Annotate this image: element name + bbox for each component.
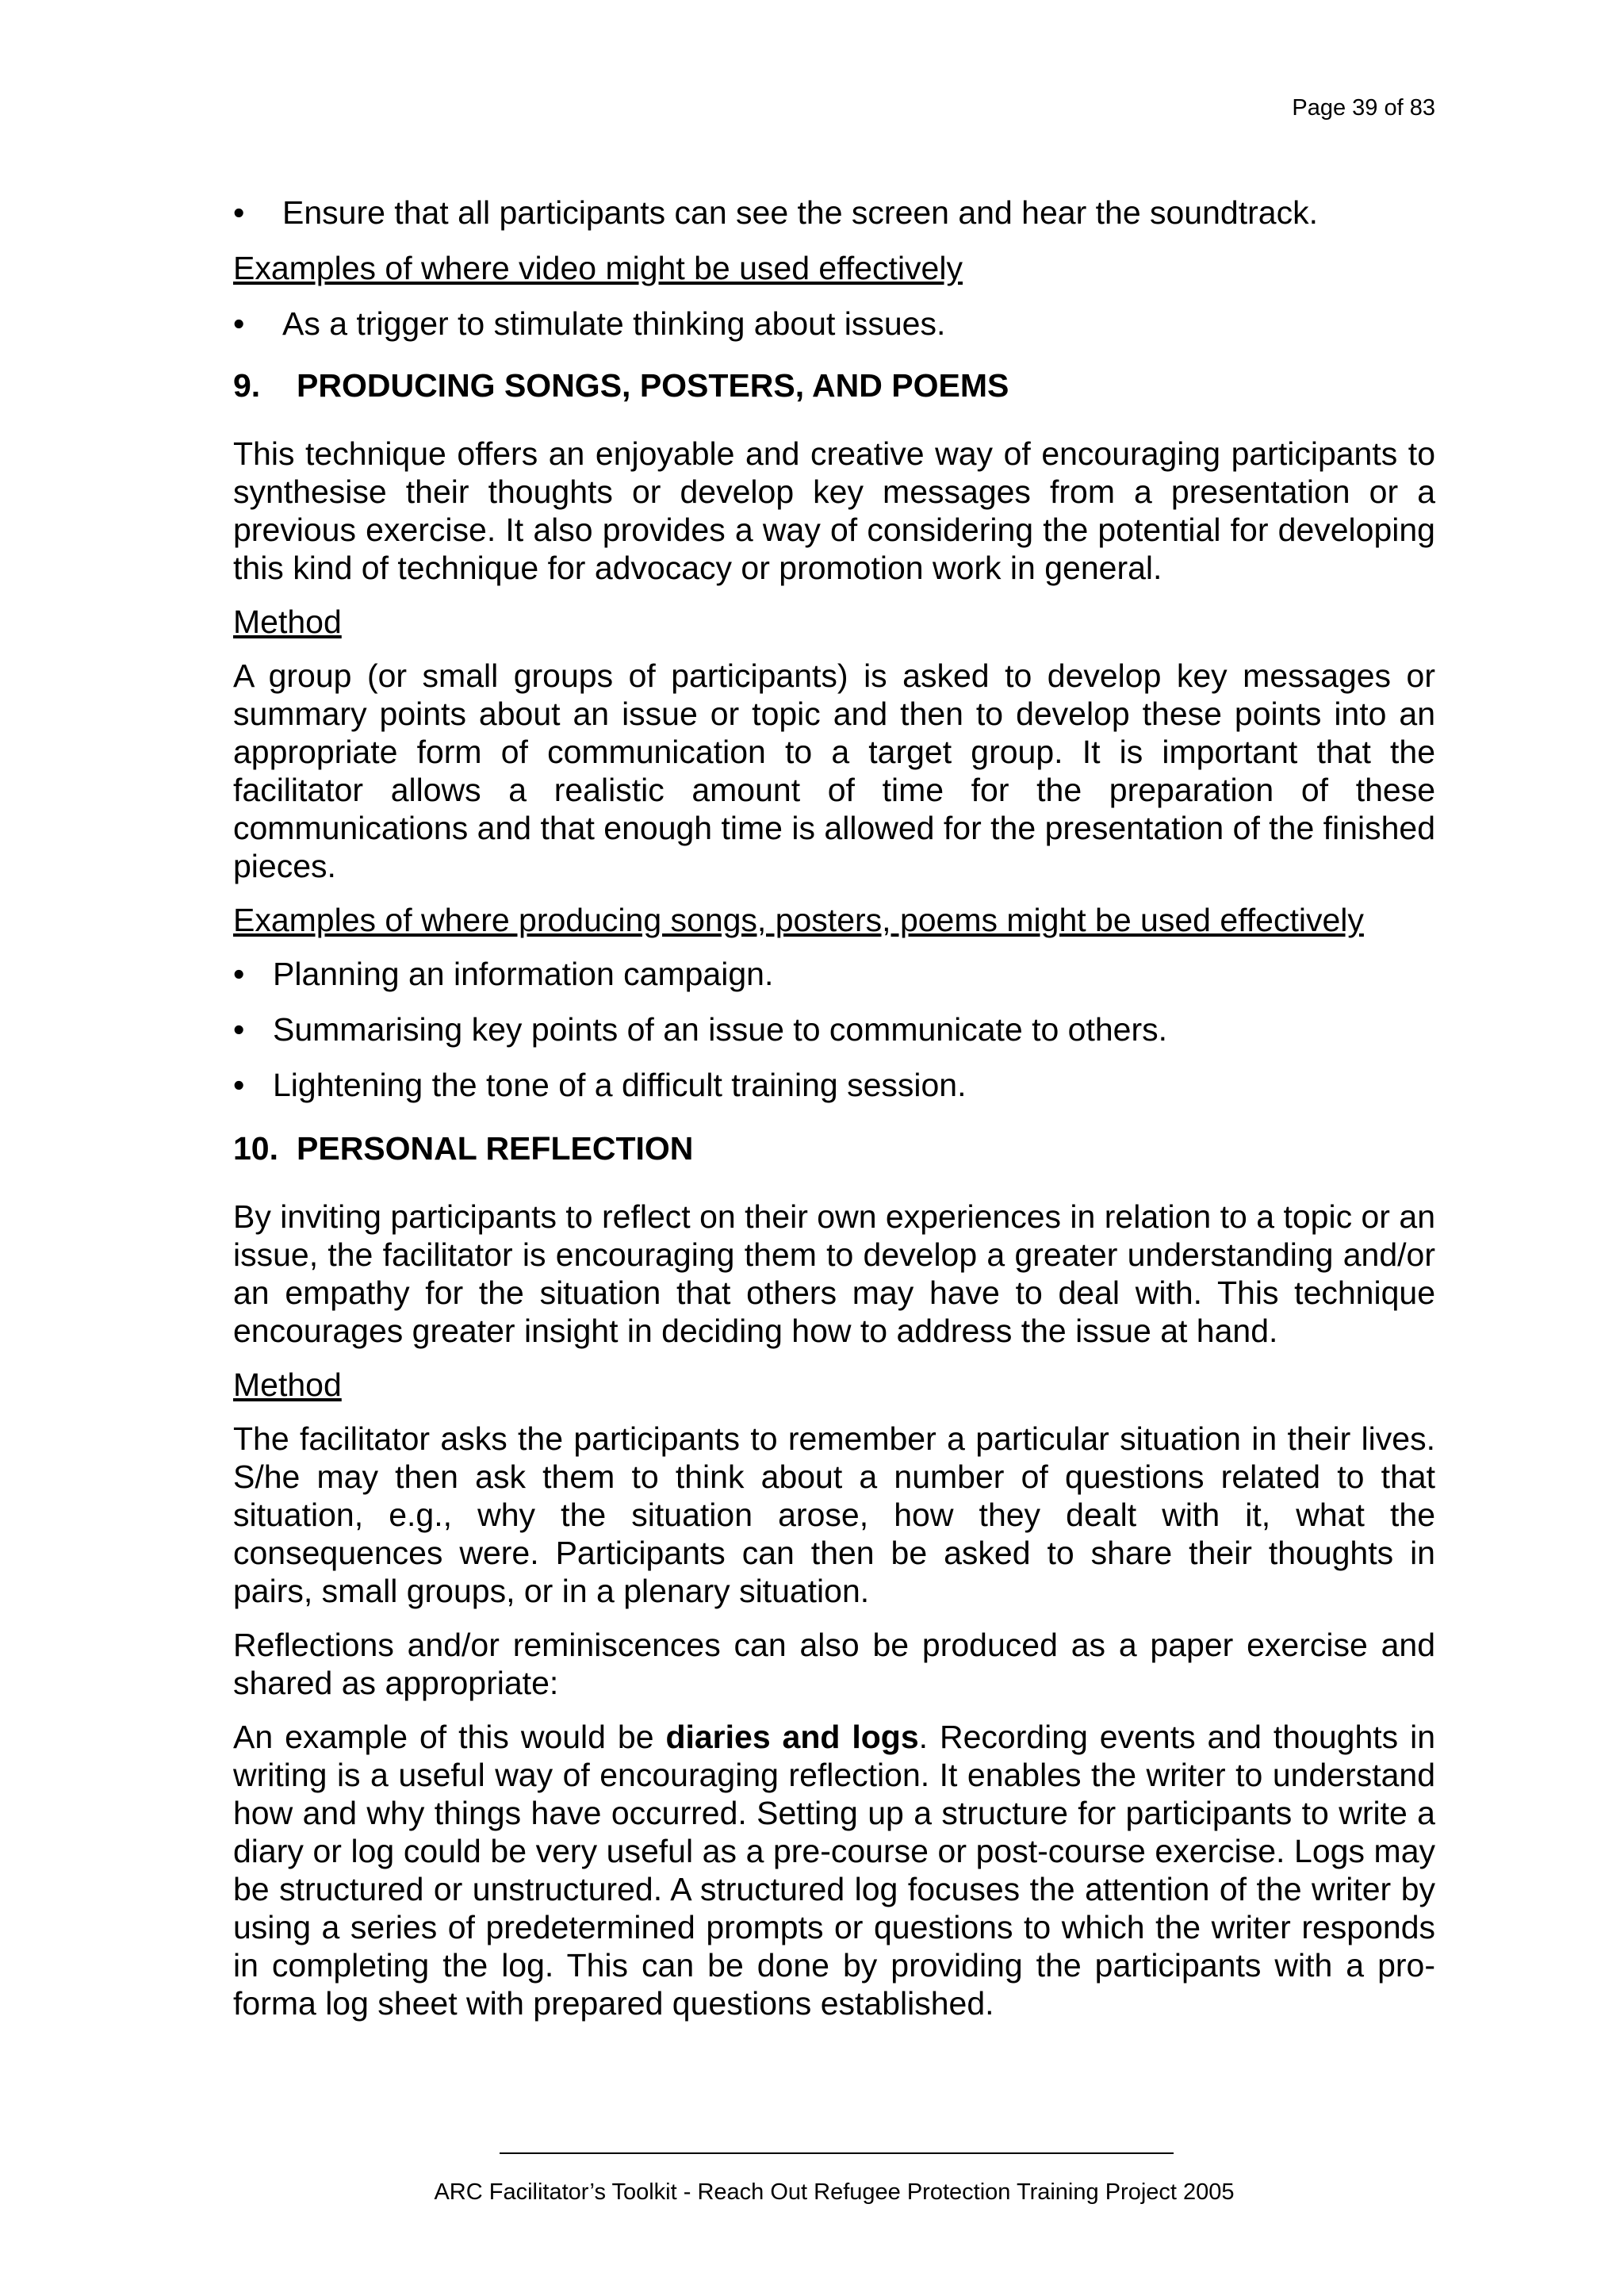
list-item-text: Ensure that all participants can see the screen and hear the soundtrack. [282,194,1318,231]
list-item [233,1010,1435,1048]
list-item [233,955,1435,993]
section-10-example-paragraph [233,1718,1435,2022]
page-content [233,194,1435,2038]
list-item-text: As a trigger to stimulate thinking about issues. [282,305,946,342]
page-number: Page 39 of 83 [1292,95,1435,121]
list-item [233,194,1435,232]
example-rest-text: . Recording events and thoughts in writing is a useful way of encouraging reflection. It enables the writer to understand how and why things have occurred. Setting up a structure for participants to write a diary or log could be very useful as a pre-course or post-course exercise. Logs may be structured or unstructured. A structured log focuses the attention of the writer by using a series of predetermined prompts or questions to which the writer responds in completing the log. This can be done by providing the participants with a pro-forma log sheet with prepared questions established. [233,1719,1436,2022]
section-10-reflections-text: Reflections and/or reminiscences can also be produced as a paper exercise and shared as appropriate: [233,1627,1435,1701]
section-9-title: PRODUCING SONGS, POSTERS, AND POEMS [297,367,1009,404]
list-item [233,305,1435,343]
bullet-icon: • [233,305,245,342]
example-bold-text: diaries and logs [665,1719,919,1755]
section-9-number: 9. [233,367,261,404]
section-9-method-text: A group (or small groups of participants) is asked to develop key messages or summary points about an issue or topic and then to develop these points into an appropriate form of communication to a target group. It is important that the facilitator allows a realistic amount of time for the preparation of these communications and that enough time is allowed for the presentation of the finished pieces. [233,657,1435,884]
bullet-icon: • [233,194,245,231]
list-item-text: Summarising key points of an issue to communicate to others. [273,1011,1168,1048]
section-9-method-heading: Method [233,604,342,640]
section-10-method-heading: Method [233,1366,342,1403]
list-item-text: Lightening the tone of a difficult training session. [273,1067,967,1103]
section-9-heading [233,366,1435,404]
list-item [233,1066,1435,1104]
footer-divider [500,2152,1174,2154]
section-10-intro: By inviting participants to reflect on their own experiences in relation to a topic or an issue, the facilitator is encouraging them to develop a greater understanding and/or an empathy for the situation that others may have to deal with. This technique encourages greater insight in deciding how to address the issue at hand. [233,1198,1435,1349]
section-9-examples-heading: Examples of where producing songs, posters, poems might be used effectively [233,902,1364,938]
footer: ARC Facilitator’s Toolkit - Reach Out Refugee Protection Training Project 2005 [434,2179,1235,2205]
section-10-number: 10. [233,1130,278,1167]
section-9-intro: This technique offers an enjoyable and creative way of encouraging participants to synthesise their thoughts or develop key messages from a presentation or a previous exercise. It also provides a way of considering the potential for developing this kind of technique for advocacy or promotion work in general. [233,435,1435,586]
section-10-heading [233,1129,1435,1167]
video-examples-heading: Examples of where video might be used effectively [233,250,963,286]
list-item-text: Planning an information campaign. [273,956,774,992]
bullet-icon: • [233,1067,245,1103]
bullet-icon: • [233,956,245,992]
bullet-icon: • [233,1011,245,1048]
section-10-method-text: The facilitator asks the participants to remember a particular situation in their lives. S/he may then ask them to think about a number of questions related to that situation, e.g., why the situation arose, how they dealt with it, what the consequences were. Participants can then be asked to share their thoughts in pairs, small groups, or in a plenary situation. [233,1420,1435,1609]
example-lead-text: An example of this would be [233,1719,666,1755]
section-10-title: PERSONAL REFLECTION [297,1130,694,1167]
